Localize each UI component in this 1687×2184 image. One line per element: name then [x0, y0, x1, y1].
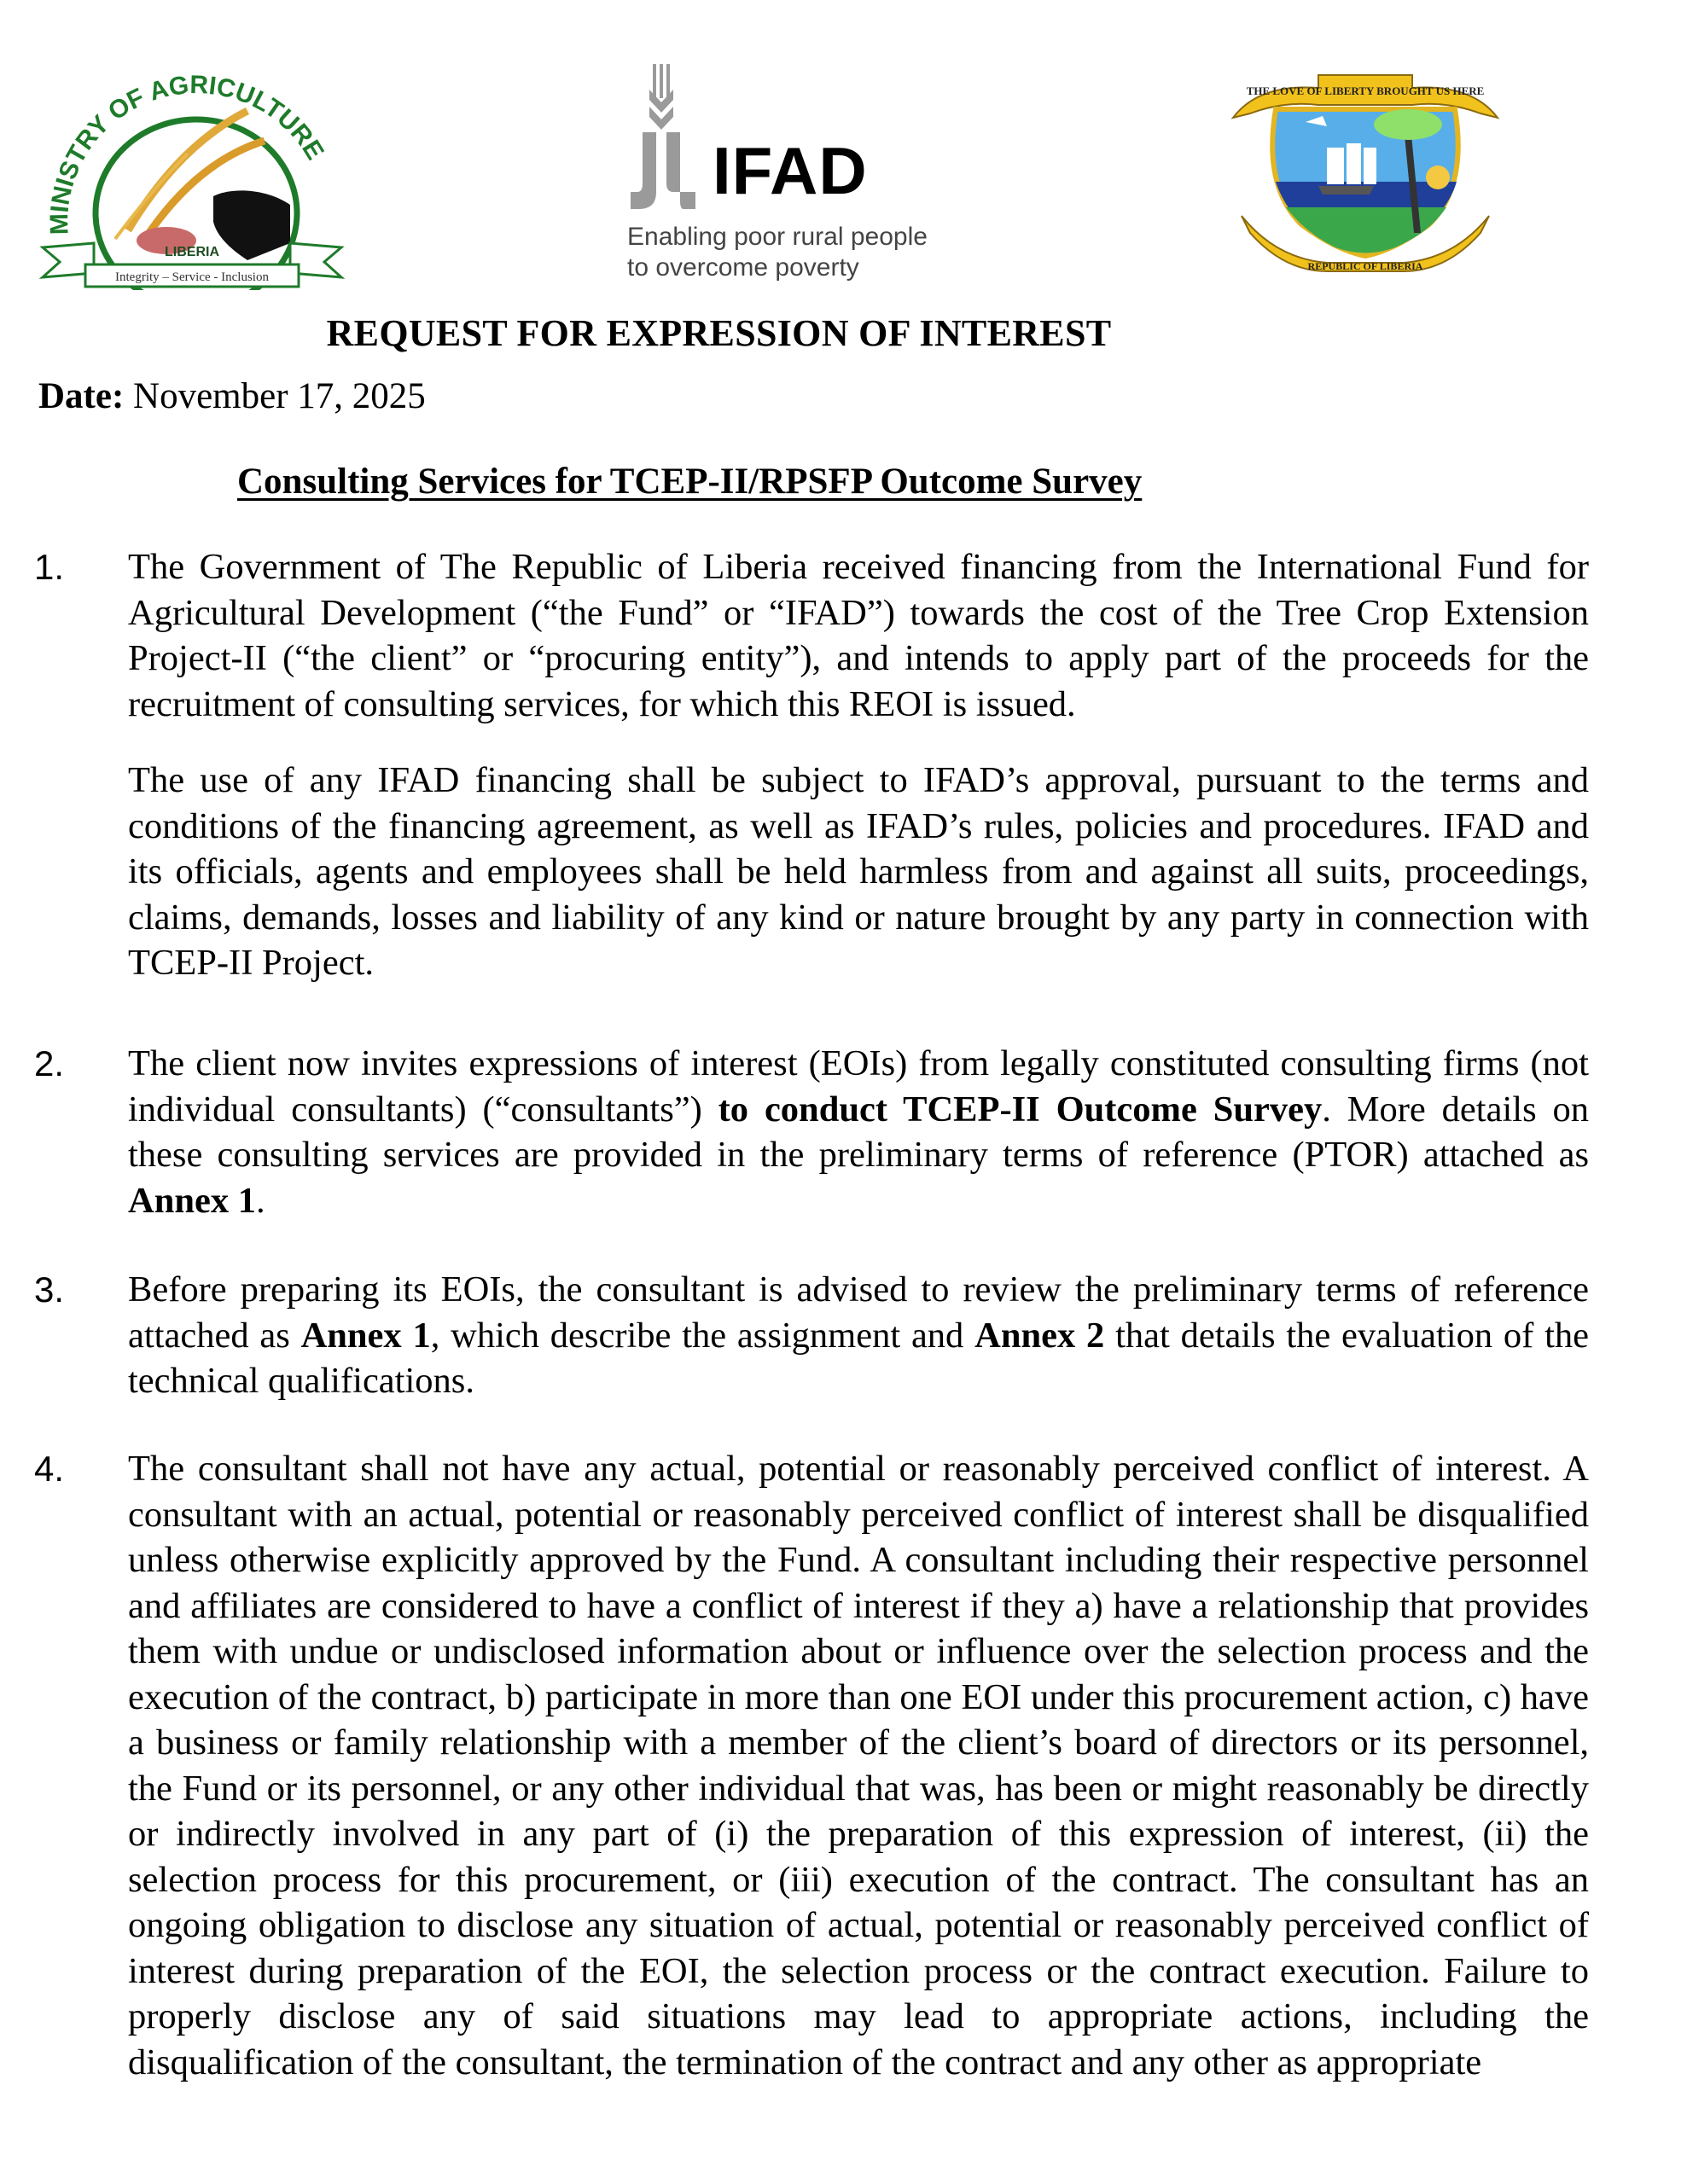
ifad-tagline-line1: Enabling poor rural people — [627, 223, 928, 251]
item-2-text: . — [255, 1180, 265, 1221]
item-3-text: that details the evaluation of the technical qualifications. — [128, 1315, 1589, 1401]
moa-emblem-icon — [34, 60, 350, 290]
moa-motto: Integrity – Service - Inclusion — [115, 270, 269, 284]
item-number: 3. — [34, 1269, 65, 1310]
item-2-bold-survey: to conduct TCEP-II Outcome Survey — [718, 1089, 1323, 1130]
moa-country-label: LIBERIA — [165, 245, 219, 259]
document-subtitle: Consulting Services for TCEP-II/RPSFP Outcome Survey — [237, 462, 1143, 502]
seal-bottom-banner: REPUBLIC OF LIBERIA — [1307, 260, 1423, 272]
date-value: November 17, 2025 — [133, 376, 426, 416]
document-date — [38, 375, 426, 417]
item-1-paragraph-2: The use of any IFAD financing shall be subject to IFAD’s approval, pursuant to the terms and conditions of the financing agreement, as well as IFAD’s rules, policies and procedures. IFAD and its officials, agents and employees shall be held harmless from and against all suits, proceedings, claims, demands, losses and liability of any kind or nature brought by any party in connection with TCEP-II Project. — [128, 760, 1589, 983]
item-3-text: , which describe the assignment and — [430, 1315, 975, 1356]
item-3-bold-annex-2: Annex 2 — [974, 1315, 1105, 1356]
date-label: Date: — [38, 376, 125, 416]
seal-top-banner: THE LOVE OF LIBERTY BROUGHT US HERE — [1246, 84, 1485, 97]
ifad-tagline-line2: to overcome poverty — [627, 253, 859, 282]
liberia-coat-of-arms — [1225, 67, 1506, 276]
item-1-paragraph-1: The Government of The Republic of Liberia received financing from the International Fund for Agricultural Development (“the Fund” or “IFAD”) towards the cost of the Tree Crop Extension Project-II (“the client” or “procuring entity”), and intends to apply part of the proceeds for the recruitment of consulting services, for which this REOI is issued. — [128, 547, 1589, 724]
item-2-text: The client now invites expressions of interest (EOIs) from legally constituted consulting firms (not individual consultants) (“consultants”) — [128, 1043, 1589, 1130]
item-2-text: . More details on these consulting services are provided in the preliminary terms of reference (PTOR) attached as — [128, 1089, 1589, 1175]
ifad-logo — [627, 64, 969, 290]
item-3-text: Before preparing its EOIs, the consultant is advised to review the preliminary terms of reference attached as — [128, 1269, 1589, 1356]
liberia-seal-icon — [1225, 67, 1506, 276]
ministry-of-agriculture-logo — [34, 60, 350, 290]
item-number: 1. — [34, 547, 65, 587]
ifad-wheat-mark-icon — [627, 64, 713, 218]
item-3-bold-annex-1: Annex 1 — [300, 1315, 431, 1356]
item-3-paragraph — [128, 1267, 1589, 1404]
item-4-paragraph: The consultant shall not have any actual, potential or reasonably perceived conflict of interest. A consultant with an actual, potential or reasonably perceived conflict of interest shall be disqualified unless otherwise explicitly approved by the Fund. A consultant including their respective personnel and affiliates are considered to have a conflict of interest if they a) have a relationship that provides them with undue or undisclosed information about or influence over the selection process and the execution of the contract, b) participate in more than one EOI under this procurement action, c) have a business or family relationship with a member of the client’s board of directors or its personnel, the Fund or its personnel, or any other individual that was, has been or might reasonably be directly or indirectly involved in any part of (i) the preparation of this expression of interest, (ii) the selection process for this procurement, or (iii) execution of the contract. The consultant has an ongoing obligation to disclose any situation of actual, potential or reasonably perceived conflict of interest during preparation of the EOI, the selection process or the contract execution. Failure to properly disclose any of said situations may lead to appropriate actions, including the disqualification of the consultant, the termination of the contract and any other as appropriate — [128, 1449, 1589, 2082]
ifad-wordmark: IFAD — [713, 133, 868, 208]
item-number: 4. — [34, 1449, 65, 1489]
document-title: REQUEST FOR EXPRESSION OF INTEREST — [326, 312, 1112, 354]
item-number: 2. — [34, 1043, 65, 1083]
ifad-tagline — [627, 222, 928, 283]
item-2-bold-annex: Annex 1 — [128, 1180, 256, 1221]
item-2-paragraph — [128, 1041, 1589, 1223]
moa-arc-text: MINISTRY OF AGRICULTURE — [45, 71, 329, 235]
